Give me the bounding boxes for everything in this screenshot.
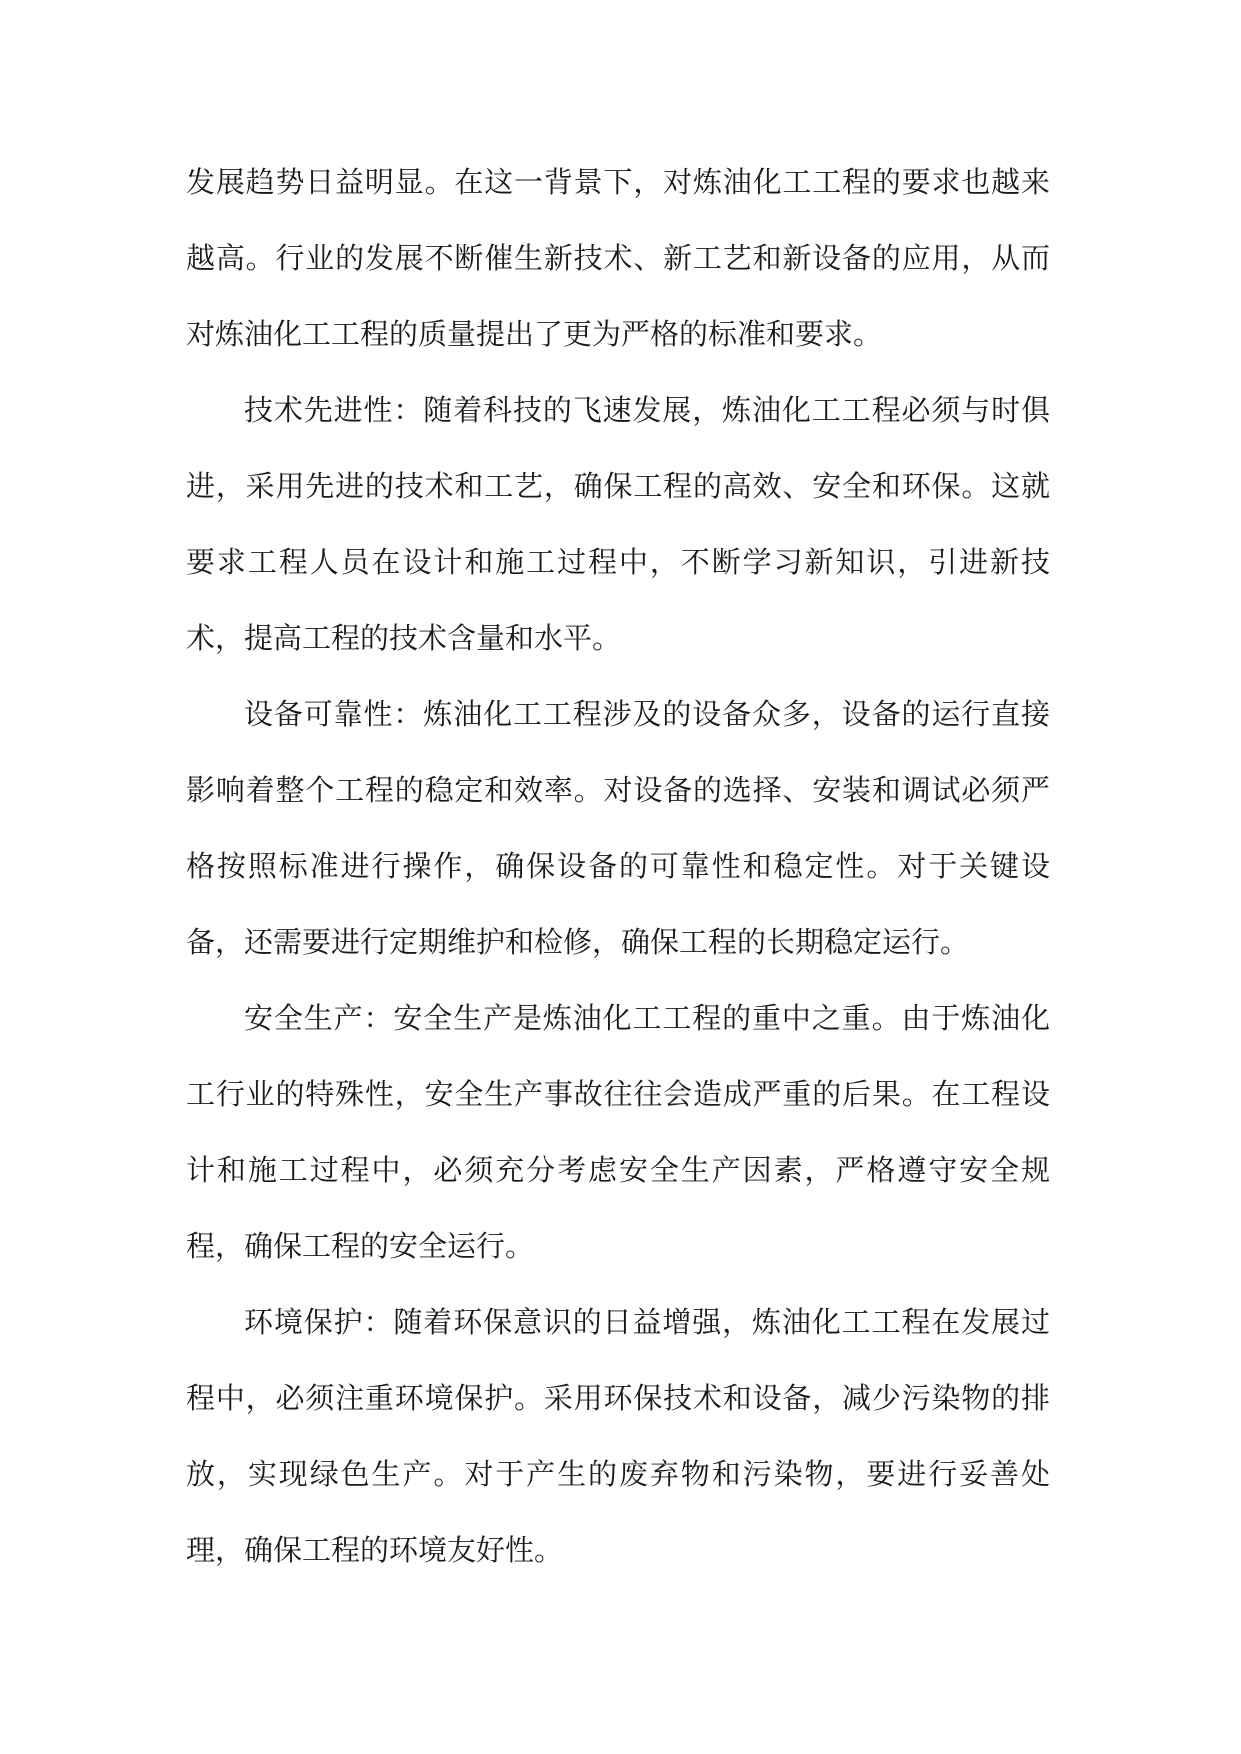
paragraph-safe-production: 安全生产：安全生产是炼油化工工程的重中之重。由于炼油化工行业的特殊性，安全生产事故往往会造成严重的后果。在工程设计和施工过程中，必须充分考虑安全生产因素，严格遵守安全规程，确保工程的安全运行。 [186, 1001, 1050, 1263]
paragraph-environmental-protection: 环境保护：随着环保意识的日益增强，炼油化工工程在发展过程中，必须注重环境保护。采用环保技术和设备，减少污染物的排放，实现绿色生产。对于产生的废弃物和污染物，要进行妥善处理，确保工程的环境友好性。 [186, 1305, 1050, 1567]
document-body [186, 144, 1050, 1588]
paragraph-intro-continuation: 发展趋势日益明显。在这一背景下，对炼油化工工程的要求也越来越高。行业的发展不断催生新技术、新工艺和新设备的应用，从而对炼油化工工程的质量提出了更为严格的标准和要求。 [186, 165, 1050, 351]
paragraph-technical-advancement: 技术先进性：随着科技的飞速发展，炼油化工工程必须与时俱进，采用先进的技术和工艺，确保工程的高效、安全和环保。这就要求工程人员在设计和施工过程中，不断学习新知识，引进新技术，提高工程的技术含量和水平。 [186, 393, 1050, 655]
paragraph-equipment-reliability: 设备可靠性：炼油化工工程涉及的设备众多，设备的运行直接影响着整个工程的稳定和效率。对设备的选择、安装和调试必须严格按照标准进行操作，确保设备的可靠性和稳定性。对于关键设备，还需要进行定期维护和检修，确保工程的长期稳定运行。 [186, 697, 1050, 959]
